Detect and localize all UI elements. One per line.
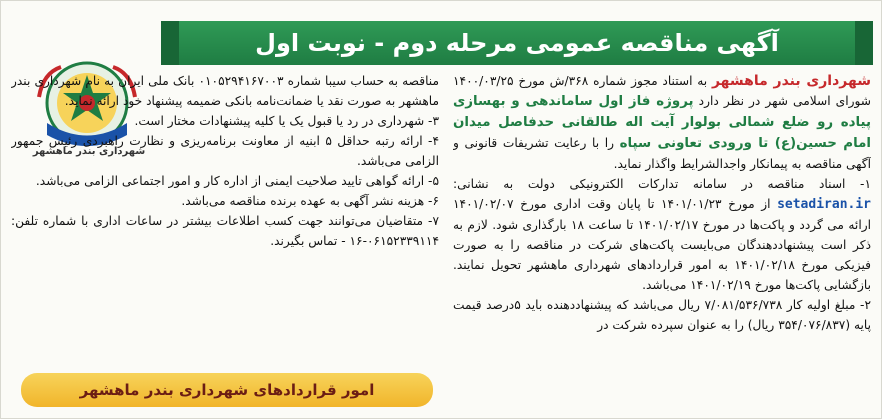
intro-paragraph (453, 71, 871, 174)
banner-edge-right (855, 21, 873, 65)
notice-column-right (453, 71, 871, 415)
item-1-text-b: از مورخ ۱۴۰۱/۰۱/۲۳ تا پایان وقت اداری مورخ ۱۴۰۱/۰۲/۰۷ ارائه می گردد و پاکت‌ها در مورخ ۱۴۰۱/۰۲/۱۷ تا ساعت ۱۸ بارگذاری شود. لازم به ذکر است پیشنهاددهندگان می‌بایست پاکت‌های شرکت در مناقصه را به صورت فیزیکی مورخ ۱۴۰۱/۰۲/۱۸ به امور قراردادهای شهرداری ماهشهر تحویل نمایند. بازگشایی پاکت‌ها مورخ ۱۴۰۱/۰۲/۱۹ می‌باشد. (453, 197, 871, 292)
intro-text-a: به استناد مجوز شماره ۳۶۸/ش مورخ ۱۴۰۰/۰۳/۲۵ شورای اسلامی شهر در نظر دارد (453, 74, 871, 108)
item-2: ۲- مبلغ اولیه کار ۷/۰۸۱/۵۳۶/۷۳۸ ریال می‌باشد که پیشنهاددهنده باید ۵درصد قیمت پایه (۳۵۴/۰۷۶/۸۳۷ ریال) را به عنوان سپرده شرکت در (453, 298, 871, 332)
item-5: ۵- ارائه گواهی تایید صلاحیت ایمنی از اداره کار و امور اجتماعی الزامی می‌باشد. (35, 174, 439, 188)
intro-text-b: را با رعایت تشریفات قانونی و آگهی مناقصه به پیمانکار واجدالشرایط واگذار نماید. (453, 136, 871, 171)
item-3: ۳- شهرداری در رد یا قبول یک یا کلیه پیشنهادات مختار است. (134, 114, 439, 128)
item-1 (453, 174, 871, 295)
page-title: آگهی مناقصه عمومی مرحله دوم - نوبت اول (255, 29, 779, 57)
title-banner (161, 21, 873, 65)
item-1-text-a: ۱- اسناد مناقصه در سامانه تدارکات الکترونیکی دولت به نشانی: (453, 177, 871, 191)
item-7: ۷- متقاضیان می‌توانند جهت کسب اطلاعات بیشتر در ساعات اداری با شماره تلفن: ۰۶۱۵۲۳۳۹۱۱۴-۱۶ - تماس بگیرند. (11, 214, 439, 248)
footer-banner: امور قراردادهای شهرداری بندر ماهشهر (21, 373, 433, 407)
setadiran-link[interactable]: setadiran.ir (777, 197, 871, 212)
organization-name: شهرداری بندر ماهشهر (711, 73, 871, 89)
banner-edge-left (161, 21, 179, 65)
item-6: ۶- هزینه نشر آگهی به عهده برنده مناقصه می‌باشد. (181, 194, 439, 208)
item-4: ۴- ارائه رتبه حداقل ۵ ابنیه از معاونت برنامه‌ریزی و نظارت راهبردی رئیس جمهور الزامی می‌باشد. (11, 134, 439, 168)
project-name: پروژه فاز اول ساماندهی و بهسازی پیاده رو ضلع شمالی بولوار آیت اله طالقانی حدفاصل میدان امام حسین(ع) تا ورودی تعاونی سپاه (453, 94, 871, 151)
notice-column-left (11, 71, 439, 361)
logo-caption: شهرداری بندر ماهشهر (32, 146, 146, 157)
deposit-paragraph: مناقصه به حساب سیبا شماره ۰۱۰۵۲۹۴۱۶۷۰۰۳ بانک ملی ایران به نام شهرداری بندر ماهشهر به صورت نقد یا ضمانت‌نامه بانکی ضمیمه پیشنهاد خود ارائه نماید. (11, 74, 439, 108)
